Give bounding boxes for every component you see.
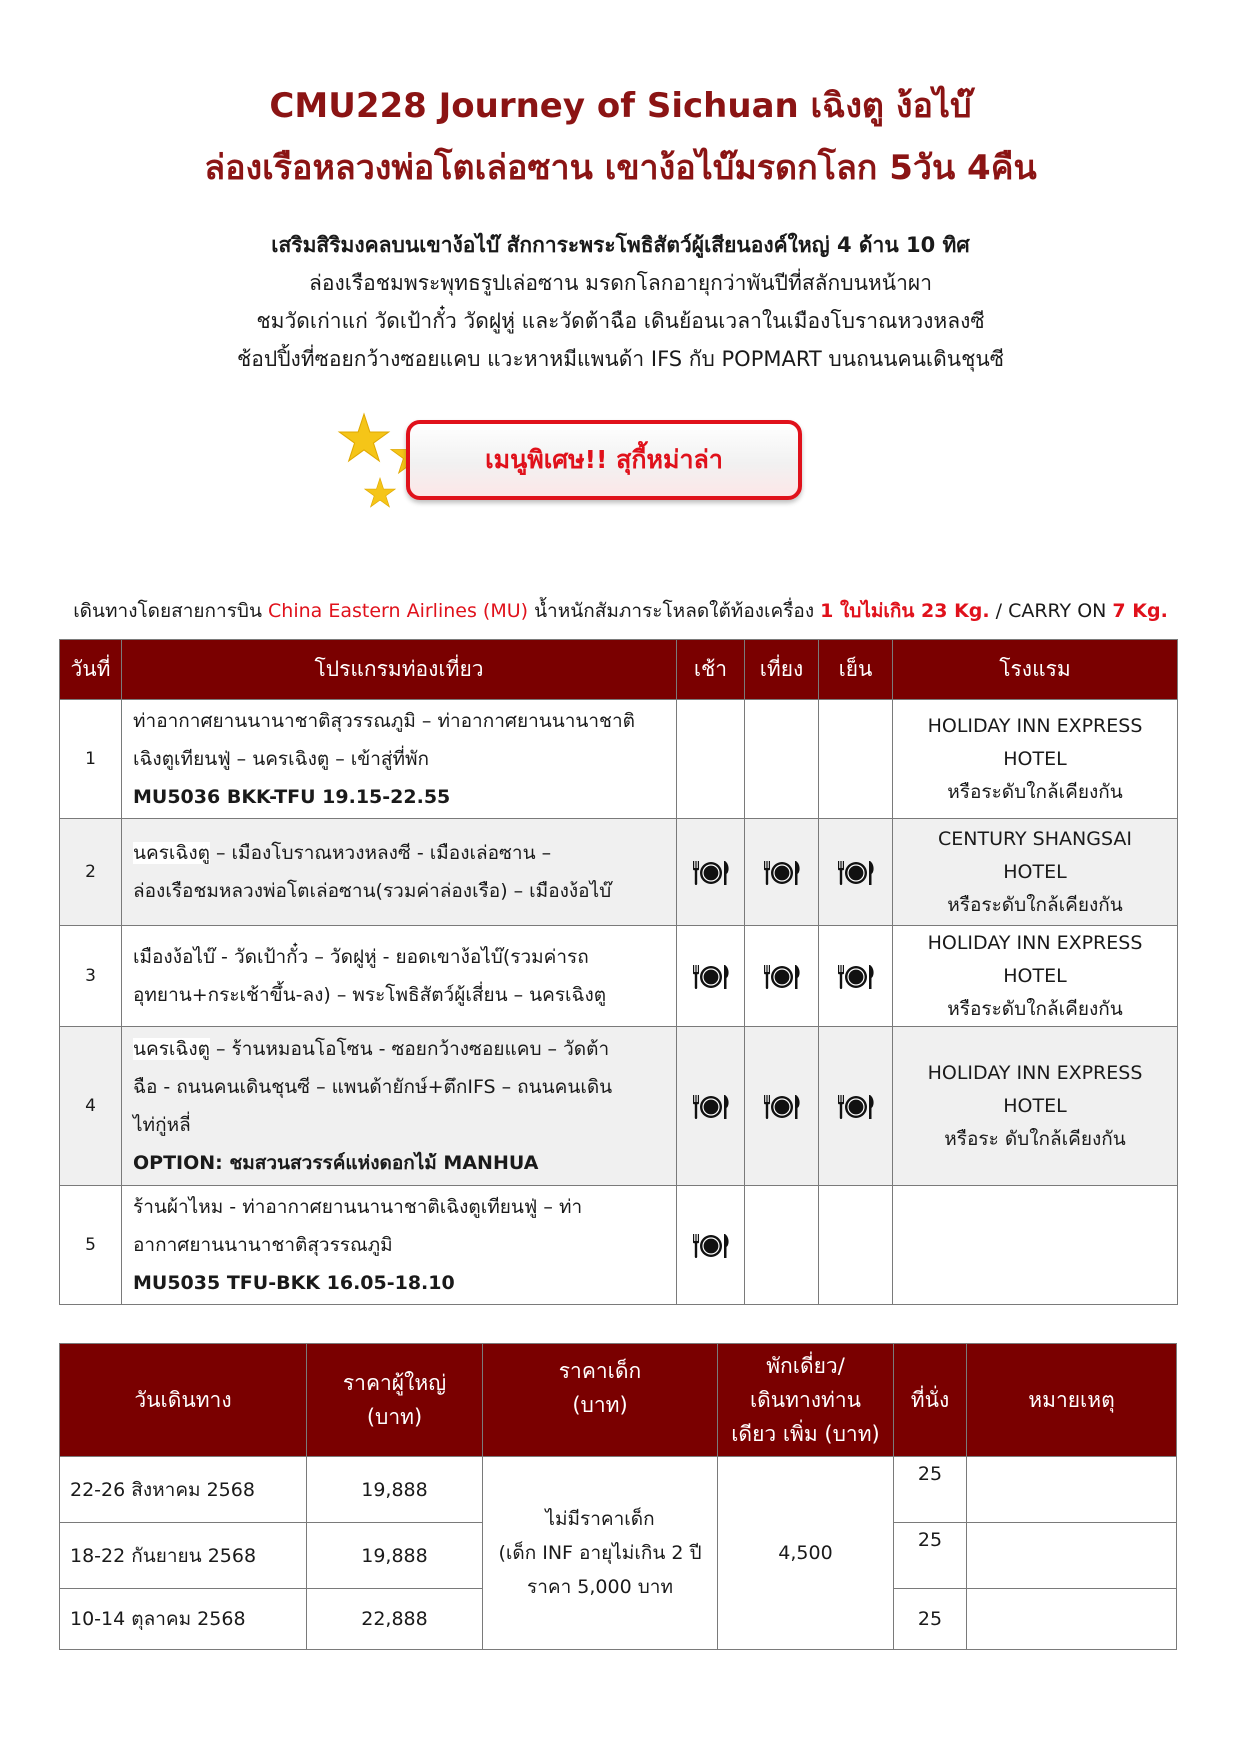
col-single-supplement xyxy=(718,1344,894,1457)
meal-icon xyxy=(836,965,876,987)
hotel-name: HOLIDAY INN EXPRESS xyxy=(927,714,1143,737)
breakfast-cell xyxy=(677,1027,745,1186)
lunch-cell xyxy=(745,926,819,1027)
baggage-value: 1 ใบไม่เกิน 23 Kg. xyxy=(820,600,990,622)
itinerary-row xyxy=(60,1027,1178,1186)
hotel-cell xyxy=(893,1027,1178,1186)
col-seats xyxy=(894,1344,967,1457)
meal-icon xyxy=(836,1095,876,1117)
breakfast-cell xyxy=(677,926,745,1027)
hotel-cell xyxy=(893,819,1178,926)
travel-date: 10-14 ตุลาคม 2568 xyxy=(60,1589,307,1650)
program-line: ล่องเรือชมหลวงพ่อโตเล่อซาน(รวมค่าล่องเรือ) – เมืองง้อไบ๊ xyxy=(133,880,612,902)
program-line: ร้านผ้าไหม - ท่าอากาศยานนานาชาติเฉิงตูเทียนฟู่ – ท่า xyxy=(133,1196,583,1218)
page-title: CMU228 Journey of Sichuan เฉิงตู ง้อไบ๊ xyxy=(269,86,972,126)
meal-icon xyxy=(691,861,731,883)
seats: 25 xyxy=(894,1523,967,1589)
hotel-name-2: HOTEL xyxy=(1003,860,1067,883)
single-supplement: 4,500 xyxy=(718,1457,894,1650)
hotel-cell xyxy=(893,700,1178,819)
dinner-cell xyxy=(819,700,893,819)
highlight-4: ช้อปปิ้งที่ซอยกว้างซอยแคบ แวะหาหมีแพนด้า IFS กับ POPMART บนถนนคนเดินชุนซี xyxy=(237,347,1004,371)
itinerary-row xyxy=(60,926,1178,1027)
program-rest: – ร้านหมอนโอโซน - ซอยกว้างซอยแคบ – วัดต้า xyxy=(209,1038,610,1060)
col-lunch: เที่ยง xyxy=(745,640,819,700)
header-text: (บาท) xyxy=(572,1393,628,1417)
airline-prefix: เดินทางโดยสายการบิน xyxy=(73,600,269,622)
program-line xyxy=(133,1030,668,1068)
col-adult-price xyxy=(307,1344,483,1457)
pricing-header xyxy=(60,1344,1177,1457)
program-line xyxy=(133,834,668,872)
col-program: โปรแกรมท่องเที่ยว xyxy=(122,640,677,700)
hotel-cell xyxy=(893,1186,1178,1305)
program-rest: – เมืองโบราณหวงหลงซี - เมืองเล่อซาน – xyxy=(209,842,552,864)
hotel-note: หรือระ ดับใกล้เคียงกัน xyxy=(944,1127,1126,1150)
highlight-2: ล่องเรือชมพระพุทธรูปเล่อซาน มรดกโลกอายุกว่าพันปีที่สลักบนหน้าผา xyxy=(308,271,933,295)
day-program xyxy=(122,1186,677,1305)
travel-date: 18-22 กันยายน 2568 xyxy=(60,1523,307,1589)
hotel-note: หรือระดับใกล้เคียงกัน xyxy=(947,997,1123,1020)
airline-name: China Eastern Airlines (MU) xyxy=(268,600,529,622)
child-note-line: ไม่มีราคาเด็ก xyxy=(545,1508,655,1530)
day-number: 1 xyxy=(60,700,122,819)
hotel-cell xyxy=(893,926,1178,1027)
day-number: 2 xyxy=(60,819,122,926)
lunch-cell xyxy=(745,1186,819,1305)
meal-icon xyxy=(762,861,802,883)
option-info: OPTION: ชมสวนสวรรค์แห่งดอกไม้ MANHUA xyxy=(133,1152,539,1174)
header-text: เดียว เพิ่ม (บาท) xyxy=(731,1422,880,1446)
itinerary-header xyxy=(60,640,1178,700)
header-text: หมายเหตุ xyxy=(1028,1388,1115,1412)
highlights xyxy=(0,226,1241,378)
col-day: วันที่ xyxy=(60,640,122,700)
hotel-note: หรือระดับใกล้เคียงกัน xyxy=(947,780,1123,803)
hotel-name: HOLIDAY INN EXPRESS xyxy=(927,1061,1143,1084)
pricing-row xyxy=(60,1457,1177,1523)
day-number: 4 xyxy=(60,1027,122,1186)
program-line: ไท่กู่หลี่ xyxy=(133,1114,191,1136)
program-line: อุทยาน+กระเช้าขึ้น-ลง) – พระโพธิสัตว์ผู้เสี่ยน – นครเฉิงตู xyxy=(133,984,607,1006)
carry-on-value: 7 Kg. xyxy=(1112,600,1168,622)
col-hotel: โรงแรม xyxy=(893,640,1178,700)
special-menu-label: เมนูพิเศษ!! สุกี้หม่าล่า xyxy=(485,445,723,474)
hotel-name: CENTURY SHANGSAI xyxy=(938,827,1132,850)
day-program xyxy=(122,819,677,926)
child-price-note xyxy=(483,1457,718,1650)
breakfast-cell xyxy=(677,700,745,819)
highlight-3: ชมวัดเก่าแก่ วัดเป้ากั๋ว วัดฝูหู่ และวัดต้าฉือ เดินย้อนเวลาในเมืองโบราณหวงหลงซี xyxy=(256,309,985,333)
adult-price: 19,888 xyxy=(307,1523,483,1589)
header-text: ราคาเด็ก xyxy=(558,1359,642,1383)
seats: 25 xyxy=(894,1589,967,1650)
carry-on-text: / CARRY ON xyxy=(989,600,1113,622)
day-program xyxy=(122,926,677,1027)
program-line: ฉือ - ถนนคนเดินชุนซี – แพนด้ายักษ์+ตึกIFS – ถนนคนเดิน xyxy=(133,1076,613,1098)
lunch-cell xyxy=(745,1027,819,1186)
col-travel-date xyxy=(60,1344,307,1457)
highlight-1: เสริมสิริมงคลบนเขาง้อไบ๊ สักการะพระโพธิสัตว์ผู้เสียนองค์ใหญ่ 4 ด้าน 10 ทิศ xyxy=(271,233,970,257)
col-breakfast: เช้า xyxy=(677,640,745,700)
day-program xyxy=(122,700,677,819)
remark xyxy=(967,1523,1177,1589)
page-subtitle: ล่องเรือหลวงพ่อโตเล่อซาน เขาง้อไบ๊มรดกโลก 5วัน 4คืน xyxy=(204,148,1037,188)
program-line: ท่าอากาศยานนานาชาติสุวรรณภูมิ – ท่าอากาศยานนานาชาติ xyxy=(133,710,635,732)
itinerary-row xyxy=(60,1186,1178,1305)
meal-icon xyxy=(762,1095,802,1117)
program-line: เฉิงตูเทียนฟู่ – นครเฉิงตู – เข้าสู่ที่พัก xyxy=(133,748,430,770)
dinner-cell xyxy=(819,926,893,1027)
baggage-text: น้ำหนักสัมภาระโหลดใต้ท้องเครื่อง xyxy=(528,600,821,622)
itinerary-row xyxy=(60,819,1178,926)
program-start: นครเฉิงตู xyxy=(133,842,210,864)
hotel-name-2: HOTEL xyxy=(1003,964,1067,987)
header-text: พักเดี่ยว/ xyxy=(766,1354,845,1378)
meal-icon xyxy=(691,965,731,987)
header-text: ที่นั่ง xyxy=(910,1388,950,1412)
hotel-name: HOLIDAY INN EXPRESS xyxy=(927,931,1143,954)
dinner-cell xyxy=(819,1027,893,1186)
program-line: อากาศยานนานาชาติสุวรรณภูมิ xyxy=(133,1234,393,1256)
header-text: (บาท) xyxy=(366,1405,423,1429)
meal-icon xyxy=(691,1234,731,1256)
breakfast-cell xyxy=(677,819,745,926)
lunch-cell xyxy=(745,819,819,926)
meal-icon xyxy=(836,861,876,883)
seats: 25 xyxy=(894,1457,967,1523)
adult-price: 19,888 xyxy=(307,1457,483,1523)
hotel-note: หรือระดับใกล้เคียงกัน xyxy=(947,893,1123,916)
lunch-cell xyxy=(745,700,819,819)
dinner-cell xyxy=(819,819,893,926)
col-remark xyxy=(967,1344,1177,1457)
flight-info: MU5035 TFU-BKK 16.05-18.10 xyxy=(133,1272,455,1294)
airline-info xyxy=(0,596,1241,626)
special-menu-banner xyxy=(406,420,802,500)
flight-info: MU5036 BKK-TFU 19.15-22.55 xyxy=(133,786,451,808)
hotel-name-2: HOTEL xyxy=(1003,747,1067,770)
meal-icon xyxy=(691,1095,731,1117)
header-text: วันเดินทาง xyxy=(134,1388,232,1412)
day-number: 5 xyxy=(60,1186,122,1305)
child-note-line: (เด็ก INF อายุไม่เกิน 2 ปี xyxy=(498,1542,702,1564)
col-dinner: เย็น xyxy=(819,640,893,700)
meal-icon xyxy=(762,965,802,987)
day-number: 3 xyxy=(60,926,122,1027)
adult-price: 22,888 xyxy=(307,1589,483,1650)
col-child-price xyxy=(483,1344,718,1457)
remark xyxy=(967,1457,1177,1523)
itinerary-table xyxy=(59,639,1178,1305)
itinerary-row xyxy=(60,700,1178,819)
header-text: เดินทางท่าน xyxy=(749,1388,862,1412)
pricing-table xyxy=(59,1343,1177,1650)
program-start: นครเฉิงตู xyxy=(133,1038,210,1060)
header-text: ราคาผู้ใหญ่ xyxy=(342,1371,447,1395)
day-program xyxy=(122,1027,677,1186)
dinner-cell xyxy=(819,1186,893,1305)
program-line: เมืองง้อไบ๊ - วัดเป้ากั๋ว – วัดฝูหู่ - ยอดเขาง้อไบ๊(รวมค่ารถ xyxy=(133,946,589,968)
breakfast-cell xyxy=(677,1186,745,1305)
travel-date: 22-26 สิงหาคม 2568 xyxy=(60,1457,307,1523)
child-note-line: ราคา 5,000 บาท xyxy=(527,1576,673,1598)
remark xyxy=(967,1589,1177,1650)
hotel-name-2: HOTEL xyxy=(1003,1094,1067,1117)
